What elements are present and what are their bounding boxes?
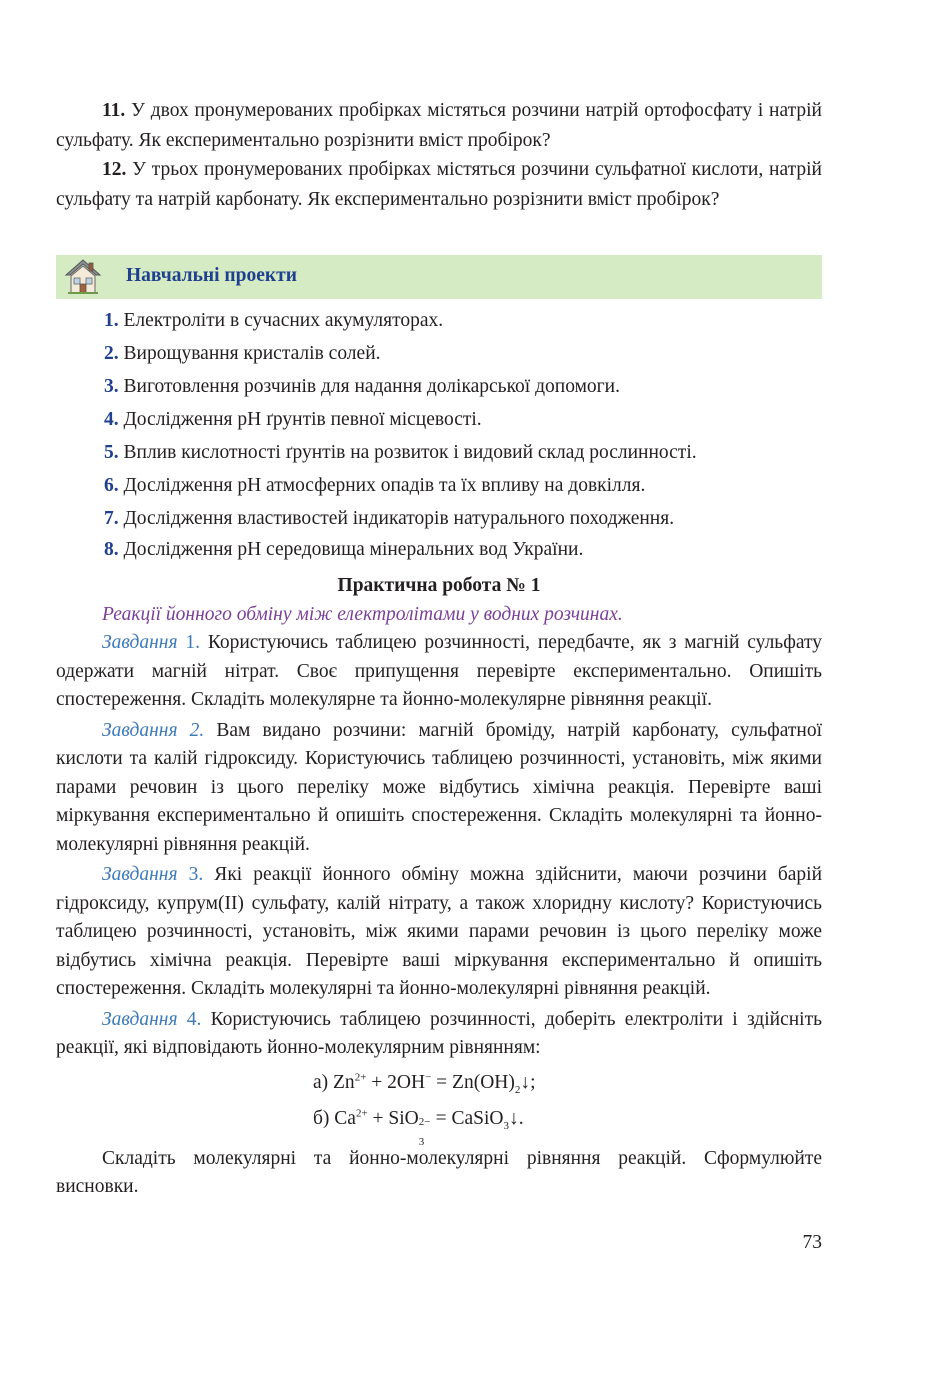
projects-banner [56, 255, 822, 299]
practical-title: Практична робота № 1 [337, 575, 541, 596]
house-icon [64, 258, 102, 301]
equation-a: а) $Zn^{2+} + 2OH^-$ = $Zn(OH)_2↓$; [313, 1071, 536, 1096]
list-item: 7. Дослідження властивостей індикаторів натурального походження. [104, 508, 675, 529]
task-1: Завдання 1. Користуючись таблицею розчинності, передбачте, як з магній сульфату одержати магній нітрат. Своє припущення перевірте експериментально. Опишіть спостереження. Складіть молекулярне та йонно-молекулярне рівняння реакції. [56, 632, 822, 710]
page-number: 73 [802, 1232, 822, 1253]
list-item: 6. Дослідження pH атмосферних опадів та їх впливу на довкілля. [104, 475, 646, 496]
projects-title: Навчальні проекти [126, 265, 297, 286]
list-item: 8. Дослідження pH середовища мінеральних вод України. [104, 539, 584, 560]
questions-block [56, 96, 822, 214]
list-item: 5. Вплив кислотності ґрунтів на розвиток і видовий склад рослинності. [104, 442, 697, 463]
practical-subtitle: Реакції йонного обміну між електролітами у водних розчинах. [102, 603, 623, 625]
list-item: 1. Електроліти в сучасних акумуляторах. [104, 310, 444, 331]
question-12: 12. У трьох пронумерованих пробірках містяться розчини сульфатної кислоти, натрій сульфату та натрій карбонату. Як експериментально розрізнити вміст пробірок? [56, 159, 822, 210]
task-2: Завдання 2. Вам видано розчини: магній броміду, натрій карбонату, сульфатної кислоти та калій гідроксиду. Користуючись таблицею розчинності, установіть, між якими парами речовин із цього переліку може відбутись хімічна реакція. Перевірте ваші міркування експериментально й опишіть спостереження. Складіть молекулярні та йонно-молекулярні рівняння реакцій. [56, 719, 822, 855]
list-item: 3. Виготовлення розчинів для надання долікарської допомоги. [104, 376, 620, 397]
list-item: 2. Вирощування кристалів солей. [104, 343, 381, 364]
task-3: Завдання 3. Які реакції йонного обміну можна здійснити, маючи розчини барій гідроксиду, купрум(II) сульфату, калій нітрату, а також хлоридну кислоту? Користуючись таблицею розчинності, установіть, між якими парами речовин із цього переліку може відбутись хімічна реакція. Перевірте ваші міркування експериментально й опишіть спостереження. Складіть молекулярні та йонно-молекулярні рівняння реакцій. [56, 864, 823, 999]
conclusion: Складіть молекулярні та йонно-молекулярні рівняння реакцій. Сформулюйте висновки. [56, 1147, 822, 1197]
list-item: 4. Дослідження pH ґрунтів певної місцевості. [104, 409, 482, 430]
practical-work [56, 572, 822, 1202]
question-11: 11. У двох пронумерованих пробірках містяться розчини натрій ортофосфату і натрій сульфату. Як експериментально розрізнити вміст пробірок? [56, 100, 822, 151]
task-4: Завдання 4. Користуючись таблицею розчинності, доберіть електроліти і здійсніть реакції, які відповідають йонно-молекулярним рівнянням: [56, 1008, 822, 1058]
projects-list [104, 304, 822, 565]
equation-b: б) $Ca^{2+}$ + SiO 2− 3 = CaSiO$_3$↓. [313, 1107, 524, 1148]
